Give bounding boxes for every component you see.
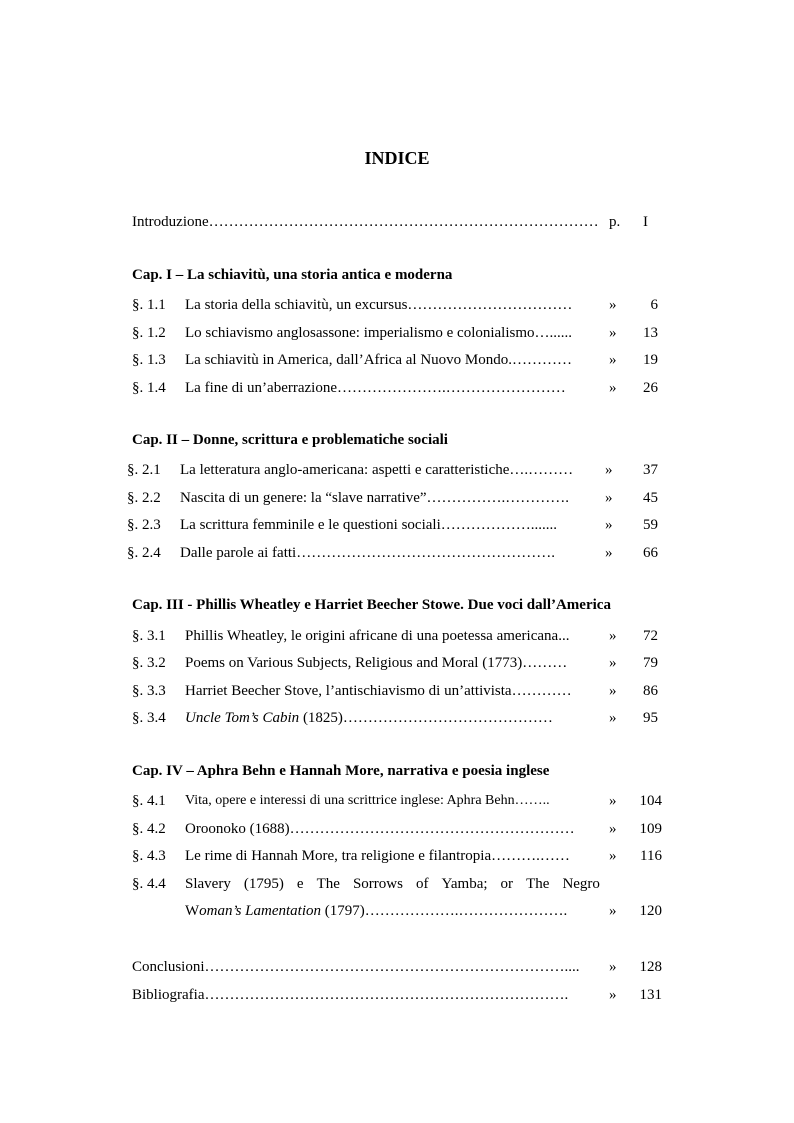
page-number: 128 [639, 959, 662, 975]
title-word: The [526, 876, 550, 892]
toc-entry-3-2[interactable] [0, 652, 794, 674]
toc-entry-1-4[interactable] [0, 377, 794, 399]
page-number: 19 [643, 352, 658, 368]
page-marker: » [609, 821, 617, 837]
page-marker: » [609, 297, 617, 313]
section-title: La fine di un’aberrazione………………….…………………… [185, 380, 566, 396]
toc-entry-3-4[interactable] [0, 707, 794, 729]
title-word: Negro [562, 876, 600, 892]
page-marker: » [609, 655, 617, 671]
section-title-line-2 [185, 900, 600, 922]
section-number: §. 3.4 [132, 710, 166, 726]
toc-entry-1-3[interactable] [0, 349, 794, 371]
toc-entry-4-3[interactable] [0, 845, 794, 867]
line2-plain: W [185, 903, 200, 919]
page-marker: p. [609, 214, 621, 230]
section-number: §. 1.1 [132, 297, 166, 313]
section-title-italic: Uncle Tom’s Cabin [185, 710, 300, 726]
page-marker: » [609, 683, 617, 699]
chapter-heading: Cap. II – Donne, scrittura e problematiche sociali [132, 432, 448, 448]
page-number: 72 [643, 628, 658, 644]
section-title-rest: (1825)…………………………………… [299, 710, 553, 726]
page-marker: » [609, 903, 617, 919]
section-number: §. 4.3 [132, 848, 166, 864]
page-marker: » [609, 628, 617, 644]
section-number: §. 1.2 [132, 325, 166, 341]
toc-entry-4-1[interactable] [0, 790, 794, 812]
chapter-heading: Cap. IV – Aphra Behn e Hannah More, narrativa e poesia inglese [132, 763, 550, 779]
toc-entry-1-1[interactable] [0, 294, 794, 316]
chapter-heading: Cap. III - Phillis Wheatley e Harriet Beecher Stowe. Due voci dall’America [132, 597, 611, 613]
page-marker: » [609, 325, 617, 341]
page-number: 120 [639, 903, 662, 919]
title-word: or [500, 876, 514, 892]
page-number: 6 [650, 297, 658, 313]
section-title: La letteratura anglo-americana: aspetti e caratteristiche….……… [180, 462, 574, 478]
toc-entry-2-2[interactable] [0, 487, 794, 509]
line2-italic: oman’s Lamentation [199, 903, 321, 919]
section-number: §. 4.2 [132, 821, 166, 837]
line2-rest: (1797)……………….…………………. [321, 903, 568, 919]
toc-entry-label: Bibliografia………………………………………………………………. [132, 987, 569, 1003]
section-title: Harriet Beecher Stove, l’antischiavismo di un’attivista………… [185, 683, 572, 699]
toc-entry-label: Conclusioni……………………………………………………………….... [132, 959, 580, 975]
toc-entry-4-2[interactable] [0, 818, 794, 840]
title-word: e [296, 876, 304, 892]
toc-entry-3-1[interactable] [0, 625, 794, 647]
section-title: Le rime di Hannah More, tra religione e filantropia……….…… [185, 848, 570, 864]
page-number: 104 [639, 793, 662, 809]
page-number: 37 [643, 462, 658, 478]
section-number: §. 3.2 [132, 655, 166, 671]
toc-entry-label: Introduzione…………………………………………………………………… [132, 214, 599, 230]
section-number: §. 3.3 [132, 683, 166, 699]
section-title: La scrittura femminile e le questioni sociali………………....... [180, 517, 557, 533]
title-word: Sorrows [352, 876, 403, 892]
section-number: §. 2.4 [127, 545, 161, 561]
section-number: §. 1.4 [132, 380, 166, 396]
page-number: I [643, 214, 648, 230]
title-word: Yamba; [441, 876, 488, 892]
section-number: §. 4.1 [132, 793, 166, 809]
section-number: §. 2.3 [127, 517, 161, 533]
page-marker: » [609, 710, 617, 726]
page-marker: » [609, 987, 617, 1003]
page-marker: » [609, 352, 617, 368]
page-marker: » [605, 545, 613, 561]
section-title: Oroonoko (1688)………………………………………………… [185, 821, 575, 837]
section-title: Dalle parole ai fatti……………………………………………. [180, 545, 555, 561]
page-marker: » [609, 959, 617, 975]
toc-entry-introduzione[interactable] [0, 211, 794, 233]
toc-entry-3-3[interactable] [0, 680, 794, 702]
page-marker: » [609, 793, 617, 809]
title-word: Slavery [185, 876, 231, 892]
page-title: INDICE [364, 148, 430, 168]
page-marker: » [605, 462, 613, 478]
title-word: The [316, 876, 340, 892]
page-number: 59 [643, 517, 658, 533]
title-word: of [416, 876, 429, 892]
toc-entry-bibliografia[interactable] [0, 984, 794, 1006]
title-word: (1795) [243, 876, 284, 892]
toc-entry-2-1[interactable] [0, 459, 794, 481]
section-title [185, 707, 600, 729]
chapter-heading: Cap. I – La schiavitù, una storia antica e moderna [132, 267, 453, 283]
section-title: La storia della schiavitù, un excursus…………………………… [185, 297, 573, 313]
page-number: 86 [643, 683, 658, 699]
page-number: 116 [640, 848, 662, 864]
section-title: Phillis Wheatley, le origini africane di una poetessa americana... [185, 628, 570, 644]
section-number: §. 2.2 [127, 490, 161, 506]
page-number: 66 [643, 545, 658, 561]
toc-entry-2-4[interactable] [0, 542, 794, 564]
page-marker: » [609, 380, 617, 396]
page-number: 13 [643, 325, 658, 341]
page-marker: » [605, 517, 613, 533]
toc-entry-conclusioni[interactable] [0, 956, 794, 978]
page-marker: » [605, 490, 613, 506]
toc-entry-2-3[interactable] [0, 514, 794, 536]
section-number: §. 3.1 [132, 628, 166, 644]
page-number: 79 [643, 655, 658, 671]
page-number: 45 [643, 490, 658, 506]
section-number: §. 2.1 [127, 462, 161, 478]
section-title: Lo schiavismo anglosassone: imperialismo e colonialismo…...... [185, 325, 573, 341]
section-title: La schiavitù in America, dall’Africa al Nuovo Mondo.………… [185, 352, 572, 368]
section-title: Poems on Various Subjects, Religious and Moral (1773)……… [185, 655, 568, 671]
section-title: Vita, opere e interessi di una scrittrice inglese: Aphra Behn…….. [185, 793, 550, 808]
page-number: 26 [643, 380, 658, 396]
section-number: §. 4.4 [132, 876, 166, 892]
section-number: §. 1.3 [132, 352, 166, 368]
section-title-line-1 [185, 873, 600, 895]
toc-entry-4-4[interactable] [0, 873, 794, 923]
page-number: 95 [643, 710, 658, 726]
page-marker: » [609, 848, 617, 864]
page-number: 109 [639, 821, 662, 837]
page-number: 131 [639, 987, 662, 1003]
section-title: Nascita di un genere: la “slave narrative”…………….…………. [180, 490, 570, 506]
toc-entry-1-2[interactable] [0, 322, 794, 344]
